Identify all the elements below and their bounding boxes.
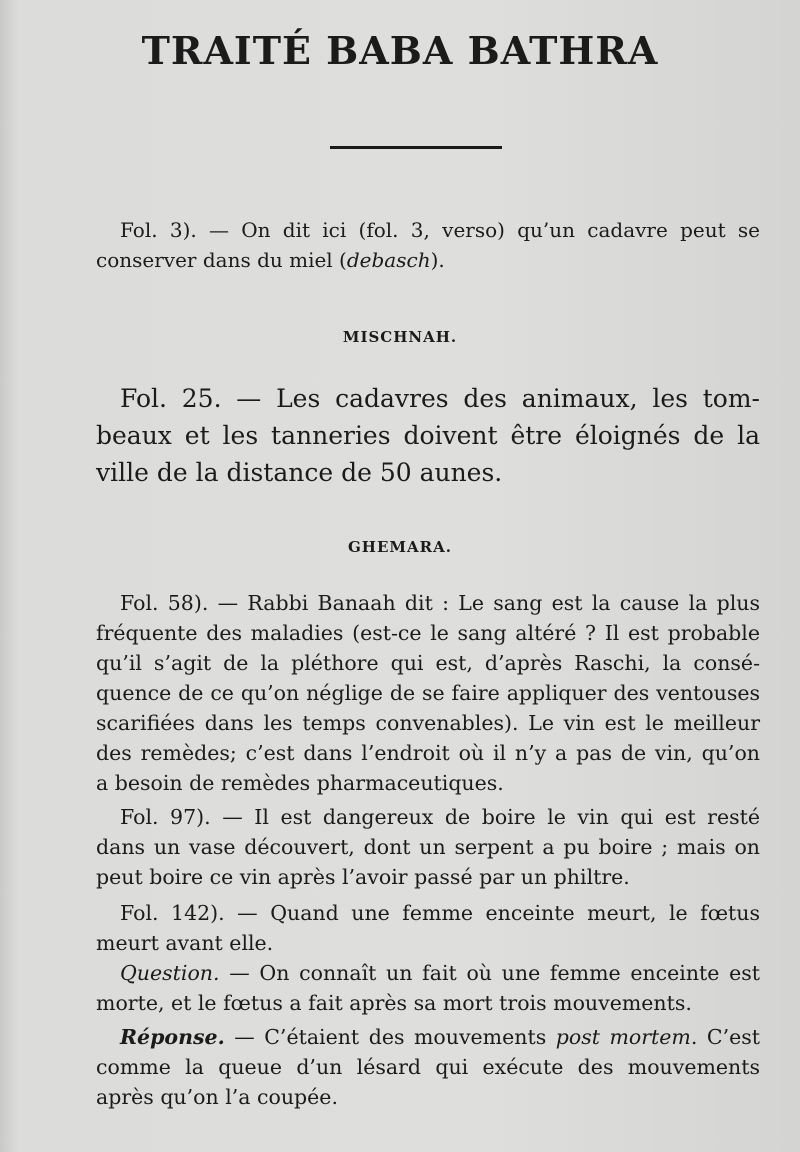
ghemara-line: meurt avant elle. — [96, 931, 274, 955]
intro-text: ). — [430, 248, 445, 272]
mischnah-line: beaux et les tanneries doivent être éloignés de la — [96, 421, 760, 450]
mischnah-line: ville de la distance de 50 aunes. — [96, 458, 503, 487]
intro-paragraph — [96, 215, 760, 275]
reponse-italic: post mortem — [555, 1025, 691, 1049]
reponse-line: comme la queue d’un lésard qui exécute des mouvements — [96, 1055, 760, 1079]
mischnah-heading: MISCHNAH. — [342, 328, 458, 346]
ghemara-line: Fol. 142). — Quand une femme enceinte meurt, le fœtus — [120, 901, 760, 925]
reponse-text: — C’étaient des mouvements — [224, 1025, 556, 1049]
reponse-line: après qu’on l’a coupée. — [96, 1085, 338, 1109]
ghemara-paragraph-3 — [96, 898, 760, 958]
ghemara-heading: GHEMARA. — [348, 538, 452, 556]
ghemara-line: peut boire ce vin après l’avoir passé par un philtre. — [96, 865, 630, 889]
mischnah-paragraph — [96, 380, 760, 491]
intro-italic-term: debasch — [346, 248, 431, 272]
ghemara-line: dans un vase découvert, dont un serpent a pu boire ; mais on — [96, 835, 760, 859]
title-rule — [330, 146, 502, 149]
ghemara-line: Fol. 58). — Rabbi Banaah dit : Le sang est la cause la plus — [120, 591, 760, 615]
question-line — [96, 958, 760, 988]
mischnah-line: Fol. 25. — Les cadavres des animaux, les tom- — [120, 384, 760, 413]
reponse-text: . C’est — [690, 1025, 760, 1049]
intro-text: conserver dans du miel ( — [96, 248, 347, 272]
question-label: Question. — [120, 961, 220, 985]
question-line: morte, et le fœtus a fait après sa mort trois mouvements. — [96, 991, 692, 1015]
intro-line — [96, 245, 760, 275]
ghemara-paragraph-2 — [96, 802, 760, 892]
page-title: TRAITÉ BABA BATHRA — [141, 28, 659, 73]
reponse-paragraph — [96, 1022, 760, 1112]
intro-line: Fol. 3). — On dit ici (fol. 3, verso) qu’un cadavre peut se — [120, 218, 760, 242]
ghemara-line: Fol. 97). — Il est dangereux de boire le vin qui est resté — [120, 805, 760, 829]
reponse-line — [96, 1022, 760, 1052]
question-paragraph — [96, 958, 760, 1018]
ghemara-line: scarifiées dans les temps convenables). Le vin est le meilleur — [96, 711, 760, 735]
ghemara-line: fréquente des maladies (est-ce le sang altéré ? Il est probable — [96, 621, 760, 645]
question-text: — On connaît un fait où une femme enceinte est — [219, 961, 760, 985]
ghemara-line: quence de ce qu’on néglige de se faire appliquer des ventouses — [96, 681, 760, 705]
ghemara-line: qu’il s’agit de la pléthore qui est, d’après Raschi, la consé- — [96, 651, 760, 675]
ghemara-line: a besoin de remèdes pharmaceutiques. — [96, 771, 504, 795]
ghemara-paragraph-1 — [96, 588, 760, 798]
ghemara-line: des remèdes; c’est dans l’endroit où il n’y a pas de vin, qu’on — [96, 741, 760, 765]
reponse-label: Réponse. — [120, 1025, 225, 1049]
